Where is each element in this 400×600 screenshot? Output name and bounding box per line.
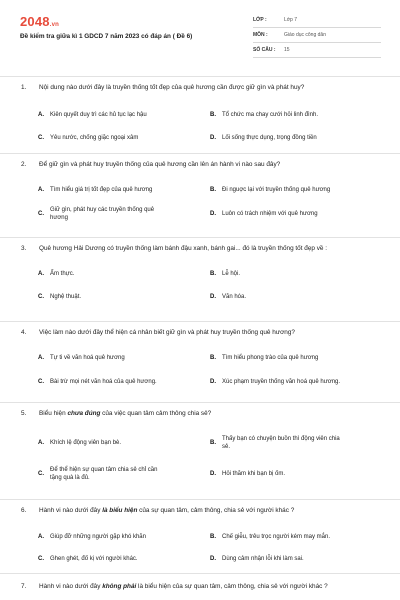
option-c[interactable]: C. Nghệ thuật. <box>38 293 82 300</box>
option-d[interactable]: D. Văn hóa. <box>210 293 247 300</box>
option-c[interactable]: C. Để thể hiện sự quan tâm chia sẻ chỉ cần tặng quà là đủ. <box>38 466 158 481</box>
option-c[interactable]: C. Ghen ghét, đố kị với người khác. <box>38 555 138 562</box>
option-a[interactable]: A. Ẩm thực. <box>38 270 75 277</box>
page-header <box>0 0 400 70</box>
info-row-class <box>253 13 381 28</box>
option-d[interactable]: D. Hỏi thăm khi bạn bị ốm. <box>210 470 286 477</box>
question-text: 6. Hành vi nào dưới đây là biểu hiện của sự quan tâm, cảm thông, chia sẻ với người khác ? <box>21 507 295 514</box>
option-d[interactable]: D. Xúc phạm truyền thống văn hoá quê hương. <box>210 378 341 385</box>
option-d[interactable]: D. Luôn có trách nhiệm với quê hương <box>210 210 318 217</box>
option-a[interactable]: A. Tự ti về văn hoá quê hương <box>38 354 125 361</box>
option-a[interactable]: A. Giúp đỡ những người gặp khó khăn <box>38 533 146 540</box>
option-b[interactable]: B. Thấy bạn có chuyện buồn thì động viên chia sẻ. <box>210 435 340 450</box>
info-value: 15 <box>284 47 290 53</box>
exam-info-panel <box>253 13 381 58</box>
info-key: LỚP : <box>253 17 267 23</box>
question-text: 3. Quê hương Hải Dương có truyền thống làm bánh đậu xanh, bánh gai... đó là truyền thống tốt đẹp về : <box>21 245 328 252</box>
page-title: Đề kiểm tra giữa kì 1 GDCD 7 năm 2023 có đáp án ( Đề 6) <box>20 33 193 40</box>
option-a[interactable]: A. Kiên quyết duy trì các hủ tục lạc hậu <box>38 111 147 118</box>
question-1 <box>0 77 400 154</box>
info-key: SỐ CÂU : <box>253 47 276 53</box>
option-c[interactable]: C. Bài trừ mọi nét văn hoá của quê hương. <box>38 378 157 385</box>
question-4 <box>0 322 400 403</box>
question-list <box>0 77 400 595</box>
info-row-count <box>253 43 381 58</box>
question-6 <box>0 500 400 574</box>
option-a[interactable]: A. Khích lệ động viên bạn bè. <box>38 439 122 446</box>
option-c[interactable]: C. Yêu nước, chống giặc ngoại xâm <box>38 134 139 141</box>
option-b[interactable]: B. Đi nguợc lại với truyền thống quê hương <box>210 186 331 193</box>
option-b[interactable]: B. Chế giễu, trêu trọc người kém may mắn. <box>210 533 330 540</box>
question-7 <box>0 574 400 595</box>
option-b[interactable]: B. Lễ hội. <box>210 270 241 277</box>
question-text: 4. Việc làm nào dưới đây thể hiện cá nhân biết giữ gìn và phát huy truyền thống quê hương? <box>21 329 295 336</box>
question-2 <box>0 154 400 238</box>
info-row-subject <box>253 28 381 43</box>
question-5 <box>0 403 400 500</box>
info-key: MÔN : <box>253 32 268 38</box>
option-c[interactable]: C. Giữ gìn, phát huy các truyền thống quê hương <box>38 206 155 221</box>
option-a[interactable]: A. Tìm hiểu giá trị tốt đẹp của quê hương <box>38 186 153 193</box>
site-logo[interactable]: 2048.vn <box>20 14 60 29</box>
info-value: Giáo dục công dân <box>284 32 326 38</box>
question-text: 2. Để giữ gìn và phát huy truyền thống của quê hương cần lên án hành vi nào sau đây? <box>21 161 281 168</box>
question-text: 5. Biểu hiện chưa đúng của việc quan tâm cảm thông chia sẻ? <box>21 410 212 417</box>
info-value: Lớp 7 <box>284 17 298 23</box>
option-b[interactable]: B. Tổ chức ma chay cưới hỏi linh đình. <box>210 111 319 118</box>
question-text: 1. Nội dung nào dưới đây là truyền thống tốt đẹp của quê hương cần được giữ gìn và phát huy? <box>21 84 305 91</box>
option-d[interactable]: D. Lối sống thực dụng, trọng đồng tiền <box>210 134 317 141</box>
option-d[interactable]: D. Dùng cảm nhận lỗi khi làm sai. <box>210 555 304 562</box>
option-b[interactable]: B. Tìm hiểu phong trào của quê hương <box>210 354 319 361</box>
question-3 <box>0 238 400 322</box>
question-text: 7. Hành vi nào dưới đây không phải là biểu hiện của sự quan tâm, cảm thông, chia sẻ với người khác ? <box>21 583 328 590</box>
